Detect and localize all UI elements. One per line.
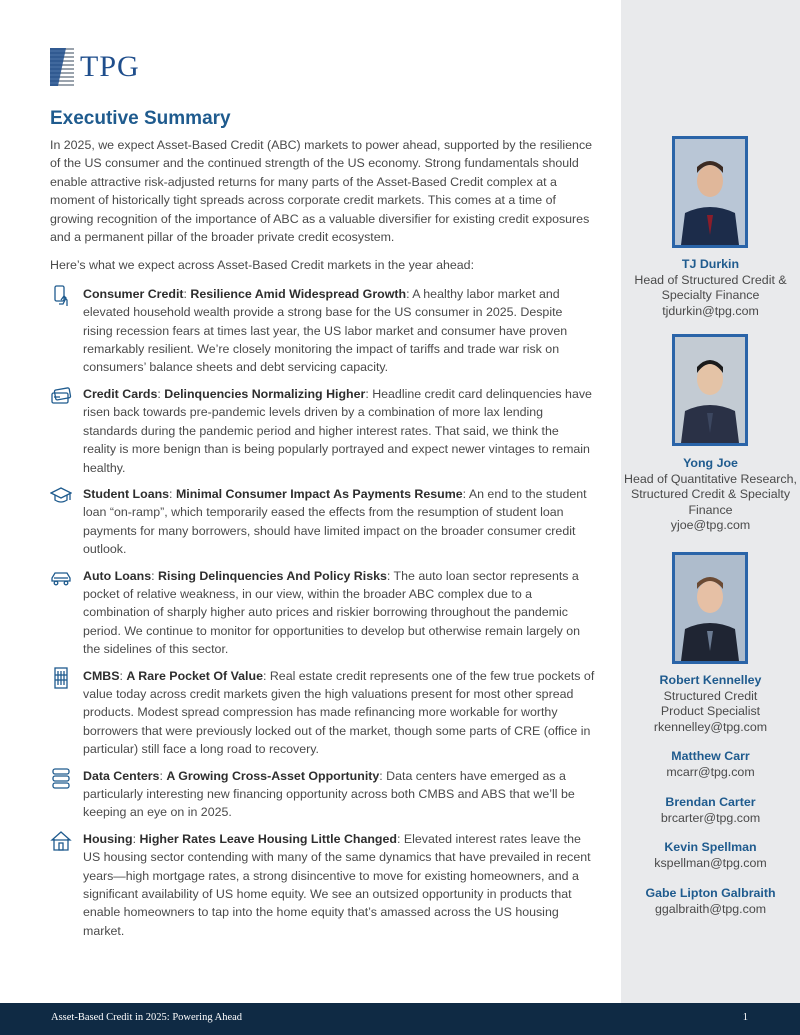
contact-name: Brendan Carter [665,795,756,809]
item-text: : An end to the student loan “on-ramp”, which temporarily eased the effects from the resumption of student loan payments for many borrowers, should have limited impact on the broader consumer credit outlook. [83,486,587,557]
item-subtitle: A Growing Cross-Asset Opportunity [166,768,380,783]
house-icon [50,830,72,852]
item-label: Credit Cards [83,386,158,401]
list-item: Student Loans: Minimal Consumer Impact As Payments Resume: An end to the student loan “on-ramp”, which temporarily eased the effects from the resumption of student loan payments for many borrowers, should have limited impact on the broader consumer credit outlook. [50,485,595,559]
logo-text: TPG [80,50,140,83]
item-subtitle: Minimal Consumer Impact As Payments Resume [175,486,463,501]
item-label: CMBS [83,668,120,683]
list-item: Housing: Higher Rates Leave Housing Little Changed: Elevated interest rates leave the US housing sector contending with many of the same dynamics that have prevailed in recent years—high mortgage rates, a strong disincentive to move for existing homeowners, and a significant availability of US home equity. We see an outsized opportunity in products that enable homeowners to tap into the home equity that’s amassed across the US housing market. [50,830,595,940]
contact-name: TJ Durkin [681,257,740,271]
server-stack-icon [50,767,72,789]
list-item: Consumer Credit: Resilience Amid Widespread Growth: A healthy labor market and elevated household wealth provide a strong base for the US consumer in 2025. Despite rising recession fears at times last year, the US labor market and consumer have proven remarkably resilient. We’re closely monitoring the impact of tariffs and trade war risk on consumers’ balance sheets and debt servicing capacity. [50,285,595,377]
contact-card [621,795,800,826]
contact-email[interactable]: ggalbraith@tpg.com [654,901,767,916]
contact-card [621,840,800,871]
contact-title: Structured Credit Product Specialist [660,688,761,719]
mobile-payment-icon [50,285,72,307]
contact-email[interactable]: kspellman@tpg.com [654,855,767,870]
car-icon [50,567,72,589]
item-text: : Elevated interest rates leave the US housing sector contending with many of the same dynamics that have prevailed in recent years—high mortgage rates, a strong disincentive to move for existing homeowners, and a significant availability of US home equity. We see an outsized opportunity in products that enable homeowners to tap into the home equity that’s amassed across the US housing market. [83,831,591,938]
contact-card [621,673,800,735]
contact-name: Robert Kennelley [659,673,762,687]
item-subtitle: Rising Delinquencies And Policy Risks [158,568,387,583]
item-label: Student Loans [83,486,170,501]
item-label: Data Centers [83,768,160,783]
avatar [672,136,748,248]
outlook-list [50,285,595,940]
office-building-icon [50,667,72,689]
item-text: : Headline credit card delinquencies have risen back towards pre-pandemic levels driven by a combination of more lax lending standards during the pandemic period and higher interest rates. That said, we think the reality is more benign than is being popularly portrayed and expect newer vintages to remain healthy. [83,386,592,475]
contact-email[interactable]: brcarter@tpg.com [660,810,761,825]
list-item: Credit Cards: Delinquencies Normalizing Higher: Headline credit card delinquencies have risen back towards pre-pandemic levels driven by a combination of more lax lending standards during the pandemic period and higher interest rates. That said, we think the reality is more benign than is being popularly portrayed and expect newer vintages to remain healthy. [50,385,595,477]
list-item: Data Centers: A Growing Cross-Asset Opportunity: Data centers have emerged as a particularly interesting new financing opportunity across both CMBS and ABS that we’ll be keeping an eye on in 2025. [50,767,595,822]
contact-name: Matthew Carr [671,749,750,763]
contact-name: Kevin Spellman [664,840,757,854]
contact-email[interactable]: yjoe@tpg.com [670,518,751,533]
item-label: Auto Loans [83,568,152,583]
item-text: : A healthy labor market and elevated household wealth provide a strong base for the US consumer in 2025. Despite rising recession fears at times last year, the US labor market and consumer have proven remarkably resilient. We’re closely monitoring the impact of tariffs and trade war risk on consumers’ balance sheets and debt servicing capacity. [83,286,568,375]
page-title: Executive Summary [50,108,231,129]
item-label: Housing [83,831,133,846]
tpg-logo-icon [50,48,74,86]
contact-email[interactable]: mcarr@tpg.com [666,764,755,779]
item-label: Consumer Credit [83,286,184,301]
contact-email[interactable]: rkennelley@tpg.com [653,719,768,734]
footer-title: Asset-Based Credit in 2025: Powering Ahead [51,1012,243,1023]
list-item: Auto Loans: Rising Delinquencies And Policy Risks: The auto loan sector represents a pocket of relative weakness, in our view, within the broader ABC complex due to a combination of sharply higher auto prices and riskier borrowing throughout the pandemic period. We continue to monitor for opportunities to develop but otherwise remain largely on the sidelines of this sector. [50,567,595,659]
item-subtitle: Resilience Amid Widespread Growth [190,286,407,301]
contact-title: Head of Structured Credit & Specialty Finance [634,272,787,303]
main-content [50,106,595,948]
page-footer [0,1003,800,1035]
item-text: : The auto loan sector represents a pocket of relative weakness, in our view, within the broader ABC complex due to a combination of sharply higher auto prices and riskier borrowing throughout the pandemic period. We continue to monitor for opportunities to develop but otherwise remain largely on the sidelines of this sector. [83,568,581,657]
item-text: : Real estate credit represents one of the few true pockets of value today across credit markets given the high valuations present for most other spread products. Modest spread compression has made refinancing more workable for worthy borrowers that were previously locked out of the market, though some parts of CRE (office in particular) still face a long road to recovery. [83,668,595,757]
graduation-cap-icon [50,485,72,507]
contact-card [621,749,800,780]
avatar [672,552,748,664]
intro-paragraph: In 2025, we expect Asset-Based Credit (ABC) markets to power ahead, supported by the resilience of the US consumer and the continued strength of the US economy. Strong fundamentals should enable attractive risk-adjusted returns for many parts of the Asset-Based Credit complex at a moment of historically tight spreads across corporate credit markets. This comes at a time of growing recognition of the importance of ABC as a valuable diversifier for existing credit exposures and a permanent pillar of the broader private credit ecosystem. [50,138,593,245]
contact-email[interactable]: tjdurkin@tpg.com [662,303,759,318]
item-subtitle: A Rare Pocket Of Value [126,668,263,683]
item-text: : Data centers have emerged as a particularly interesting new financing opportunity across both CMBS and ABS that we’ll be keeping an eye on in 2025. [83,768,575,820]
contact-name: Yong Joe [683,456,738,470]
credit-card-icon [50,385,72,407]
avatar [672,334,748,446]
page-number: 1 [742,1012,748,1023]
item-subtitle: Higher Rates Leave Housing Little Changed [139,831,397,846]
lead-paragraph: Here’s what we expect across Asset-Based Credit markets in the year ahead: [50,258,475,273]
list-item: CMBS: A Rare Pocket Of Value: Real estate credit represents one of the few true pockets of value today across credit markets given the high valuations present for most other spread products. Modest spread compression has made refinancing more workable for worthy borrowers that were previously locked out of the market, though some parts of CRE (office in particular) still face a long road to recovery. [50,667,595,759]
contact-title: Head of Quantitative Research, Structured Credit & Specialty Finance [624,471,797,517]
tpg-logo [50,48,140,86]
item-subtitle: Delinquencies Normalizing Higher [164,386,366,401]
contact-name: Gabe Lipton Galbraith [645,886,776,900]
contact-card [621,456,800,534]
contact-card [621,257,800,319]
contact-card [621,886,800,917]
